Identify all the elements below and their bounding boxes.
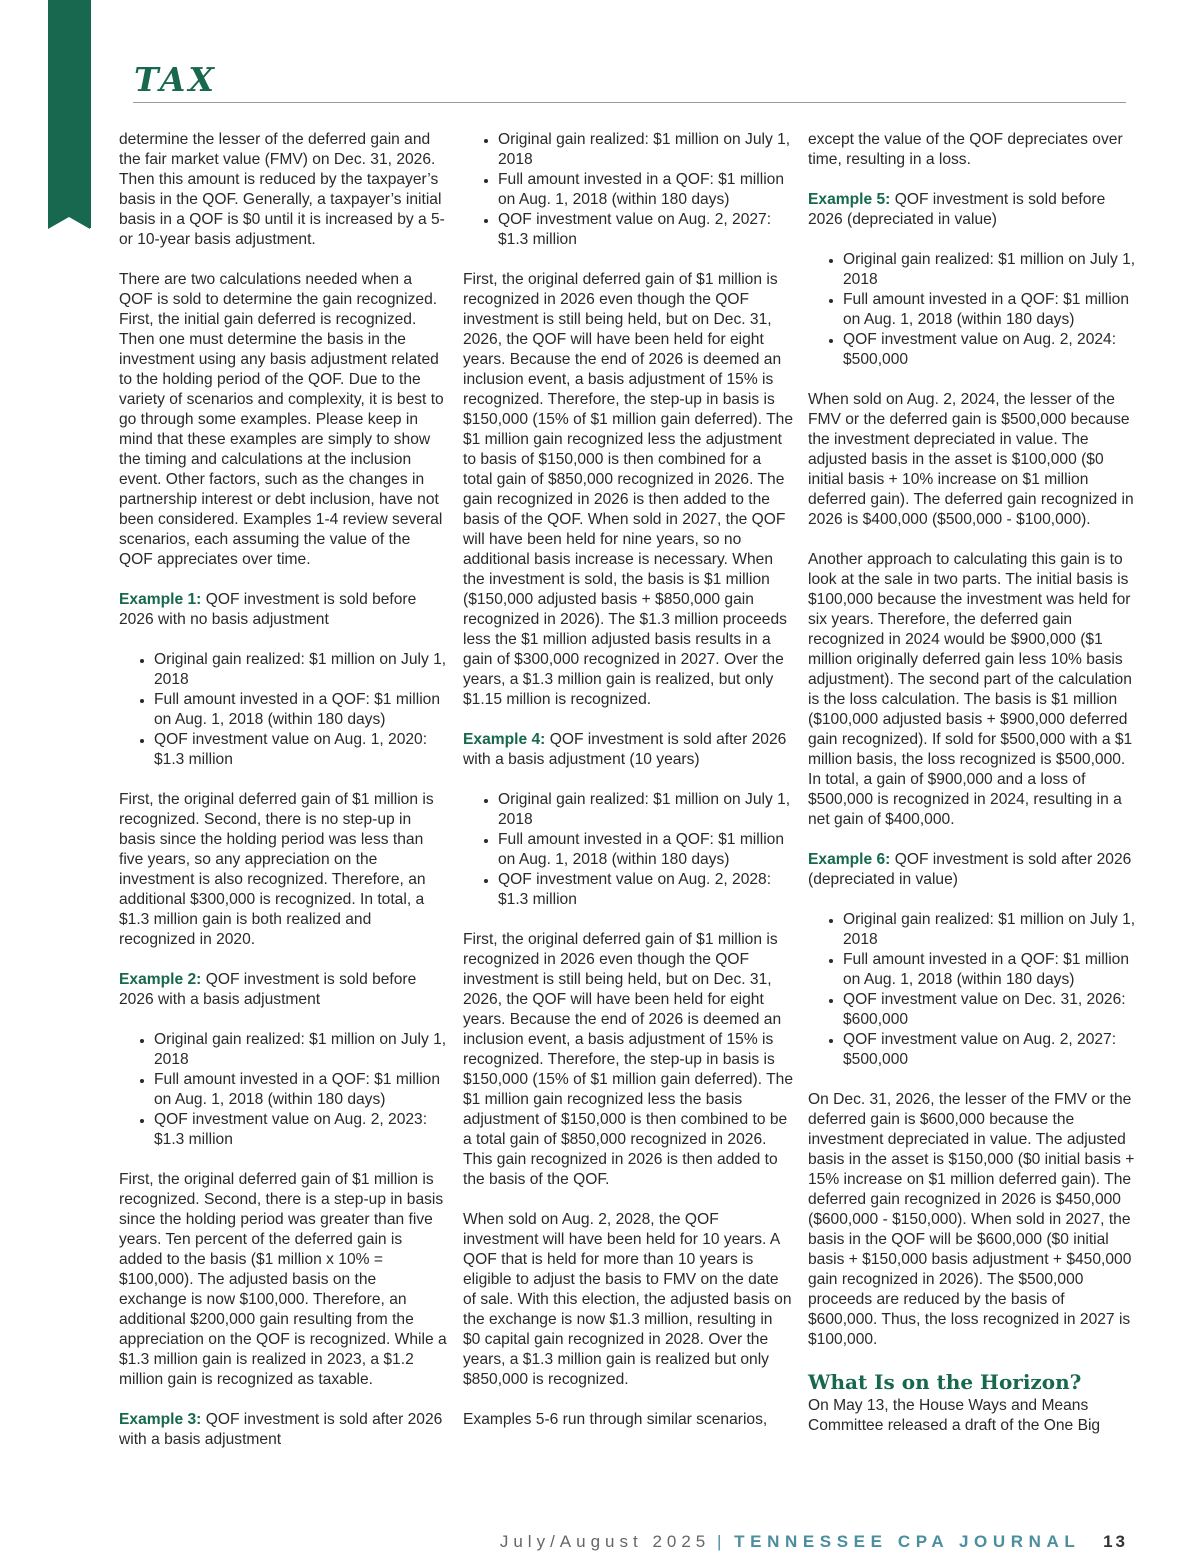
side-tab-label: tax [107, 160, 126, 186]
list-item: • Full amount invested in a QOF: $1 million on Aug. 1, 2018 (within 180 days) [843, 950, 1136, 990]
list-item: • QOF investment value on Dec. 31, 2026: $600,000 [843, 990, 1136, 1030]
example-label: Example 5: [808, 191, 891, 208]
section-side-tab [48, 0, 126, 228]
column-1 [119, 130, 447, 1470]
example-label: Example 3: [119, 1411, 202, 1428]
section-title: TAX [134, 60, 217, 99]
example-1-heading [119, 590, 447, 630]
bullet-list [119, 650, 447, 770]
example-5-heading [808, 190, 1136, 230]
list-item: • Original gain realized: $1 million on July 1, 2018 [843, 250, 1136, 290]
list-item: • Full amount invested in a QOF: $1 million on Aug. 1, 2018 (within 180 days) [498, 830, 793, 870]
list-item: • QOF investment value on Aug. 2, 2028: $1.3 million [498, 870, 793, 910]
list-item: • QOF investment value on Aug. 2, 2023: $1.3 million [154, 1110, 447, 1150]
list-item: • QOF investment value on Aug. 1, 2020: $1.3 million [154, 730, 447, 770]
list-item: • Original gain realized: $1 million on July 1, 2018 [843, 910, 1136, 950]
list-item: • QOF investment value on Aug. 2, 2027: $500,000 [843, 1030, 1136, 1070]
paragraph: Examples 5-6 run through similar scenarios, [463, 1411, 768, 1428]
bullet-list [808, 250, 1136, 370]
example-label: Example 6: [808, 851, 891, 868]
horizon-heading: What Is on the Horizon? [808, 1370, 1082, 1394]
footer-separator: | [717, 1532, 722, 1551]
example-label: Example 4: [463, 731, 546, 748]
paragraph: First, the original deferred gain of $1 million is recognized in 2026 even though the QOF investment is still being held, but on Dec. 31, 2026, the QOF will have been held for eight years. Because the end of 2026 is deemed an inclusion event, a basis adjustment of 15% is recognized. Therefore, the step-up in basis is $150,000 (15% of $1 million gain deferred). The $1 million gain recognized less the basis adjustment of $150,000 is then combined to be a total gain of $850,000 recognized in 2026. This gain recognized in 2026 is then added to the basis of the QOF. [463, 931, 793, 1188]
list-item: • Full amount invested in a QOF: $1 million on Aug. 1, 2018 (within 180 days) [498, 170, 793, 210]
page-number: 13 [1103, 1532, 1128, 1551]
paragraph: On May 13, the House Ways and Means Committee released a draft of the One Big [808, 1397, 1101, 1434]
example-title: QOF investment is sold after 2026 with a basis adjustment (10 years) [463, 731, 787, 768]
example-label: Example 2: [119, 971, 202, 988]
paragraph: First, the original deferred gain of $1 million is recognized. Second, there is a step-up in basis since the holding period was greater than five years. Ten percent of the deferred gain is added to the basis ($1 million x 10% = $100,000). The adjusted basis on the exchange is now $100,000. Therefore, an additional $200,000 gain resulting from the appreciation on the QOF is recognized. While a $1.3 million gain is realized in 2023, a $1.2 million gain is recognized as taxable. [119, 1171, 447, 1388]
page-footer [500, 1531, 1128, 1553]
column-3 [808, 130, 1136, 1456]
list-item: • QOF investment value on Aug. 2, 2027: $1.3 million [498, 210, 793, 250]
paragraph: determine the lesser of the deferred gain and the fair market value (FMV) on Dec. 31, 2026. Then this amount is reduced by the taxpayer’s basis in the QOF. Generally, a taxpayer’s initial basis in a QOF is $0 until it is increased by a 5- or 10-year basis adjustment. [119, 131, 445, 248]
paragraph: When sold on Aug. 2, 2028, the QOF investment will have been held for 10 years. A QOF that is held for more than 10 years is eligible to adjust the basis to FMV on the date of sale. With this election, the adjusted basis on the exchange is now $1.3 million, resulting in $0 capital gain recognized in 2028. Over the years, a $1.3 million gain is realized but only $850,000 is recognized. [463, 1211, 792, 1388]
header-divider [133, 102, 1126, 103]
example-4-heading [463, 730, 793, 770]
paragraph: There are two calculations needed when a QOF is sold to determine the gain recognized. First, the initial gain deferred is recognized. Then one must determine the basis in the investment using any basis adjustment related to the holding period of the QOF. Due to the variety of scenarios and complexity, it is best to go through some examples. Please keep in mind that these examples are simply to show the timing and calculations at the inclusion event. Other factors, such as the changes in partnership interest or debt inclusion, have not been considered. Examples 1-4 review several scenarios, each assuming the value of the QOF appreciates over time. [119, 271, 444, 568]
bullet-list [808, 910, 1136, 1070]
example-title: QOF investment is sold before 2026 with a basis adjustment [119, 971, 417, 1008]
list-item: • QOF investment value on Aug. 2, 2024: $500,000 [843, 330, 1136, 370]
list-item: • Original gain realized: $1 million on July 1, 2018 [498, 790, 793, 830]
bullet-list [119, 1030, 447, 1150]
example-title: QOF investment is sold after 2026 with a basis adjustment [119, 1411, 443, 1448]
paragraph: First, the original deferred gain of $1 million is recognized in 2026 even though the QOF investment is still being held, but on Dec. 31, 2026, the QOF will have been held for eight years. Because the end of 2026 is deemed an inclusion event, a basis adjustment of 15% is recognized. Therefore, the step-up in basis is $150,000 (15% of $1 million gain deferred). The $1 million gain recognized less the adjustment to basis of $150,000 is then combined for a total gain of $850,000 recognized in 2026. The gain recognized in 2026 is then added to the basis of the QOF. When sold in 2027, the QOF will have been held for nine years, so no additional basis increase is necessary. When the investment is sold, the basis is $1 million ($150,000 adjusted basis + $850,000 gain recognized in 2026). The $1.3 million proceeds less the $1 million adjusted basis results in a gain of $300,000 recognized in 2027. Over the years, a $1.3 million gain is realized, but only $1.15 million is recognized. [463, 271, 793, 708]
column-2 [463, 130, 793, 1450]
example-label: Example 1: [119, 591, 202, 608]
list-item: • Original gain realized: $1 million on July 1, 2018 [154, 650, 447, 690]
example-title: QOF investment is sold after 2026 (depreciated in value) [808, 851, 1132, 888]
example-title: QOF investment is sold before 2026 with no basis adjustment [119, 591, 417, 628]
example-3-heading [119, 1410, 447, 1450]
bullet-list [463, 130, 793, 250]
list-item: • Full amount invested in a QOF: $1 million on Aug. 1, 2018 (within 180 days) [154, 1070, 447, 1110]
list-item: • Full amount invested in a QOF: $1 million on Aug. 1, 2018 (within 180 days) [843, 290, 1136, 330]
example-2-heading [119, 970, 447, 1010]
bullet-list [463, 790, 793, 910]
example-title: QOF investment is sold before 2026 (depreciated in value) [808, 191, 1106, 228]
paragraph: First, the original deferred gain of $1 million is recognized. Second, there is no step-up in basis since the holding period was less than five years, so any appreciation on the investment is also recognized. Therefore, an additional $300,000 is recognized. In total, a $1.3 million gain is both realized and recognized in 2020. [119, 791, 434, 948]
example-6-heading [808, 850, 1136, 890]
footer-issue: July/August 2025 [499, 1532, 711, 1551]
paragraph: On Dec. 31, 2026, the lesser of the FMV or the deferred gain is $600,000 because the investment depreciated in value. The adjusted basis in the asset is $150,000 ($0 initial basis + 15% increase on $1 million deferred gain). The deferred gain recognized in 2026 is $450,000 ($600,000 - $150,000). When sold in 2027, the basis in the QOF will be $600,000 ($0 initial basis + $150,000 basis adjustment + $450,000 gain recognized in 2026). The $500,000 proceeds are reduced by the basis of $600,000. Thus, the loss recognized in 2027 is $100,000. [808, 1091, 1135, 1348]
footer-journal-name: TENNESSEE CPA JOURNAL [734, 1532, 1081, 1551]
list-item: • Original gain realized: $1 million on July 1, 2018 [498, 130, 793, 170]
paragraph: except the value of the QOF depreciates over time, resulting in a loss. [808, 131, 1123, 168]
paragraph: Another approach to calculating this gain is to look at the sale in two parts. The initial basis is $100,000 because the investment was held for six years. Therefore, the deferred gain recognized in 2024 would be $900,000 ($1 million originally deferred gain less 10% basis adjustment). The second part of the calculation is the loss calculation. The basis is $1 million ($100,000 adjusted basis + $900,000 deferred gain recognized). If sold for $500,000 with a $1 million basis, the loss recognized is $500,000. In total, a gain of $900,000 and a loss of $500,000 is recognized in 2024, resulting in a net gain of $400,000. [808, 551, 1133, 828]
list-item: • Full amount invested in a QOF: $1 million on Aug. 1, 2018 (within 180 days) [154, 690, 447, 730]
list-item: • Original gain realized: $1 million on July 1, 2018 [154, 1030, 447, 1070]
paragraph: When sold on Aug. 2, 2024, the lesser of the FMV or the deferred gain is $500,000 because the investment depreciated in value. The adjusted basis in the asset is $100,000 ($0 initial basis + 10% increase on $1 million deferred gain). The deferred gain recognized in 2026 is $400,000 ($500,000 - $100,000). [808, 391, 1134, 528]
